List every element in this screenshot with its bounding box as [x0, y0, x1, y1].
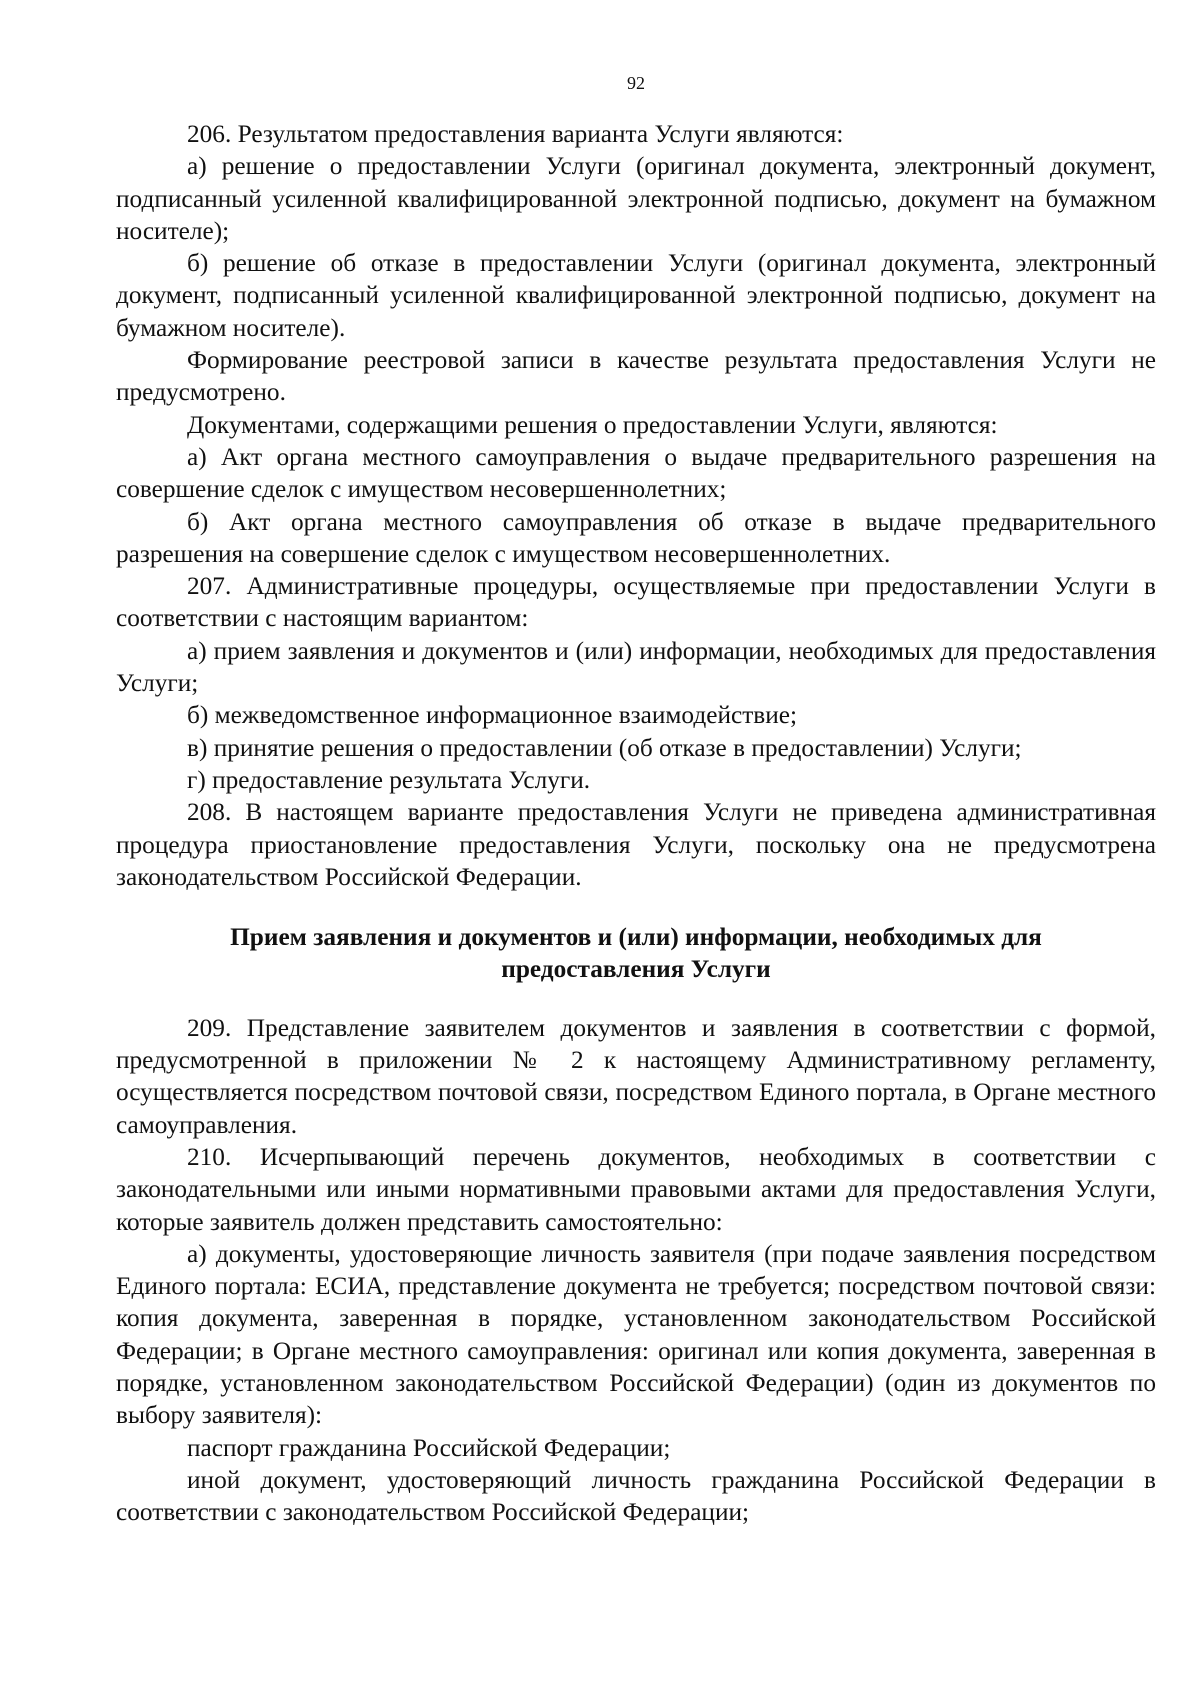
document-body [116, 118, 1156, 1528]
paragraph-206: 206. Результатом предоставления варианта Услуги являются: [187, 120, 844, 148]
paragraph-208: 208. В настоящем варианте предоставления Услуги не приведена административная процедура приостановление предоставления Услуги, поскольку она не предусмотрена законодательством Российской Федерации. [116, 798, 1156, 891]
list-item-other-id: иной документ, удостоверяющий личность гражданина Российской Федерации в соответствии с законодательством Российской Федерации; [116, 1465, 1156, 1527]
paragraph-209: 209. Представление заявителем документов и заявления в соответствии с формой, предусмотренной в приложении № 2 к настоящему Административному регламенту, осуществляется посредством почтовой связи, посредством Единого портала, в Органе местного самоуправления. [116, 1013, 1156, 1139]
page-number: 92 [627, 73, 645, 93]
paragraph-207: 207. Административные процедуры, осуществляемые при предоставлении Услуги в соответствии с настоящим вариантом: [116, 572, 1156, 633]
paragraph-207-g: г) предоставление результата Услуги. [187, 765, 591, 794]
paragraph-206-a: а) решение о предоставлении Услуги (оригинал документа, электронный документ, подписанный усиленной квалифицированной электронной подписью, документ на бумажном носителе); [116, 152, 1156, 245]
section-heading: Прием заявления и документов и (или) информации, необходимых для предоставления Услуги [230, 923, 1042, 984]
paragraph-decision-a: а) Акт органа местного самоуправления о выдаче предварительного разрешения на совершение сделок с имуществом несовершеннолетних; [116, 442, 1156, 504]
paragraph-207-b: б) межведомственное информационное взаимодействие; [187, 701, 798, 730]
paragraph-206-b: б) решение об отказе в предоставлении Услуги (оригинал документа, электронный документ, подписанный усиленной квалифицированной электронной подписью, документ на бумажном носителе). [116, 249, 1156, 342]
paragraph-207-a: а) прием заявления и документов и (или) информации, необходимых для предоставления Услуги; [116, 636, 1156, 698]
paragraph-210-a: а) документы, удостоверяющие личность заявителя (при подаче заявления посредством Единого портала: ЕСИА, представление документа не требуется; посредством почтовой связи: копия документа, заверенная в порядке, установленном законодательством Российской Федерации; в Органе местного самоуправления: оригинал или копия документа, заверенная в порядке, установленном законодательством Российской Федерации) (один из документов по выбору заявителя): [116, 1239, 1156, 1430]
list-item-passport: паспорт гражданина Российской Федерации; [187, 1433, 671, 1462]
paragraph-decision-documents: Документами, содержащими решения о предоставлении Услуги, являются: [187, 410, 998, 439]
paragraph-210: 210. Исчерпывающий перечень документов, необходимых в соответствии с законодательными или иными нормативными правовыми актами для предоставления Услуги, которые заявитель должен представить самостоятельно: [116, 1142, 1156, 1236]
paragraph-207-v: в) принятие решения о предоставлении (об отказе в предоставлении) Услуги; [187, 733, 1022, 762]
paragraph-decision-b: б) Акт органа местного самоуправления об отказе в выдаче предварительного разрешения на совершение сделок с имуществом несовершеннолетних. [116, 507, 1156, 568]
paragraph-registry-record: Формирование реестровой записи в качестве результата предоставления Услуги не предусмотрено. [116, 346, 1156, 407]
document-page [116, 0, 1156, 1697]
